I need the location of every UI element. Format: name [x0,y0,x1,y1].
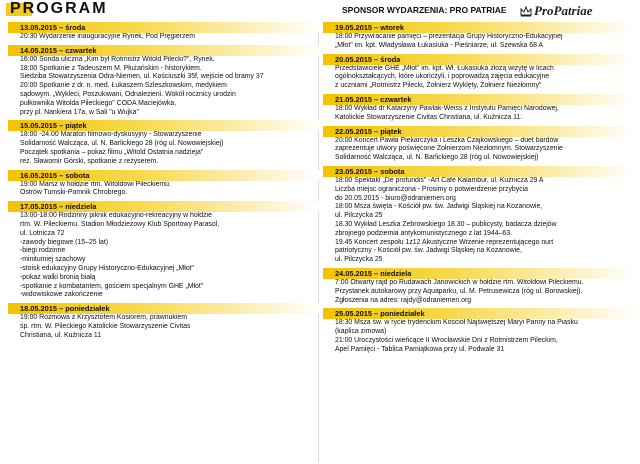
event-line: Katolickie Stowarzyszenie Civitas Christiana, ul. Kuźnicza 11. [335,113,523,121]
event-line: patriotyczny - Kościół pw. św. Jadwigi Śląskiej na Kozanowie, [335,247,522,255]
event-line: Siedziba Stowarzyszenia Odra-Niemen, ul. Kościuszki 35f, wejście od bramy 37 [20,73,264,81]
event-line: -widowiskowe zakończenie [20,291,103,299]
day-date-header: 13.05.2015 – środa [8,22,320,33]
day-date-header: 18.05.2015 – poniedziałek [8,303,320,314]
event-line: -biegi rodzinne [20,247,66,255]
event-line: przy pl. Nankiera 17a, w Sali "u Wujka" [20,108,139,116]
event-line: ogólnokształcących, które ukończyli, i poprowadzą zajęcia edukacyjne [335,73,550,81]
event-line: z uczniami „Rotmistrz Pilecki, Żołnierz Wyklęty, Żołnierz Niezłomny" [335,82,542,90]
event-line: Zgłoszenia na adres: rajdy@odraniemen.org [335,296,472,304]
header-bar [0,0,640,20]
day-block [8,120,320,166]
event-line: 18:00 Msza święta - Kościół pw. św. Jadwigi Śląskiej na Kozanowie, [335,203,543,211]
event-line: 19.45 Koncert zespołu 1z12 Akustyczne Wrzenie reprezentującego nurt [335,238,554,246]
event-line: „Młot" im. kpt. Władysława Łukasiuka - Pieśniarze, ul. Szewska 68 A [335,41,544,49]
day-block [323,268,635,305]
event-line: 20:00 Spotkanie z dr. n. med. Łukaszem Szleszkowskim, medykiem [20,82,227,90]
event-line: 18:30 Msza św. w rycie trydenckim Kościół Najświętszej Maryi Panny na Piasku [335,319,578,327]
day-date-header: 14.05.2015 – czwartek [8,45,320,56]
day-events [323,65,635,91]
event-line: śp. rtm. W. Pileckiego Katolickie Stowarzyszenie Civitas [20,322,191,330]
day-block [8,22,320,42]
day-events [323,33,635,51]
event-line: sądowym. „Wykleci, Poszukiwani, Odnalezieni. Wokół rocznicy urodzin [20,90,236,98]
event-line: 7:00 Otwarty rajd po Rudawach Janowickich w hołdzie rtm. Witoldowi Pileckiemu. [335,278,584,286]
day-block [8,45,320,118]
day-date-header: 19.05.2015 – wtorek [323,22,635,33]
day-block [323,166,635,265]
event-line: (kaplica zimowa) [335,328,387,336]
day-block [8,170,320,199]
day-date-header: 22.05.2015 – piątek [323,126,635,137]
day-events [8,56,320,118]
day-block [323,94,635,123]
day-block [8,303,320,340]
page-title: PROGRAM [10,0,108,17]
event-line: Solidarność Walcząca, ul. N. Barlickiego 28 (róg ul. Nowowiejskiej) [335,154,539,162]
day-events [8,314,320,340]
day-block [323,126,635,163]
event-line: Przedstawiciele GHE „Młot" im. kpt. Wł. Łukasiuka złożą wizytę w licach [335,64,554,72]
event-line: pułkownika Witolda Pileckiego" CODA Maciejówka, [20,99,177,107]
event-line: do 20.05.2015 - biuro@odraniemen.org [335,194,456,202]
day-block [323,54,635,91]
event-line: 18:00 -24.00 Maraton filmowo-dyskusyjny - Stowarzyszenie [20,131,202,139]
event-line: zbrojnego podziemia antykomunistycznego z lat 1944–63. [335,229,512,237]
event-line: zaprezentuje utwory poświęcone Żołnierzom Niezłomnym. Stowarzyszenie [335,145,563,153]
event-line: 20:30 Wydarzenie inauguracyjne Rynek, Pod Pręgierzem [20,33,195,40]
day-block [323,22,635,51]
day-events [323,177,635,265]
day-date-header: 25.05.2015 – poniedziałek [323,308,635,319]
event-line: 18:00 Przywracanie pamięci – prezentacja Grupy Historyczno-Edukacyjnej [335,33,563,40]
event-line: -stoisk edukacyjny Grupy Historyczno-Edukacyjnej „Młot" [20,264,195,272]
day-events [323,105,635,123]
event-line: 18:00 Spektakl „De profundis" -Art Café Kalambur, ul. Kuźnicza 29 A [335,176,544,184]
event-line: 21:00 Uroczystości wieńcące II Wrocławskie Dni z Rotmistrzem Pileckim, [335,336,558,344]
event-line: -zawody biegowe (15–25 lat) [20,238,109,246]
day-events [8,181,320,199]
event-line: -spotkanie z kombatantem, gościem specjalnym GHE „Młot" [20,282,204,290]
event-line: Apel Pamięci - Tablica Pamiątkowa przy ul. Podwale 31 [335,345,505,353]
event-line: Początek spotkania – pokaz filmu „Witold Ostatnia nadzieja" [20,148,204,156]
day-events [323,137,635,163]
event-line: 18:00 Wykład dr Katarzyny Pawlak-Weiss z Instytutu Pamięci Narodowej, [335,104,559,112]
day-date-header: 15.05.2015 – piątek [8,120,320,131]
pro-patriae-logo [520,2,593,20]
event-line: 18:00 Spotkanie z Tadeuszem M. Płużańskim - historykiem. [20,64,202,72]
event-line: rtm. W. Pileckiemu. Stadion Młodzieżowy Klub Sportowy Parasol, [20,220,220,228]
event-line: reż. Sławomir Górski, spotkanie z reżyserem. [20,157,159,165]
event-line: 13:00-18:00 Rodzinny piknik edukacyjno-rekreacyjny w hołdzie [20,212,212,220]
event-line: 19:00 Marsz w hołdzie rtm. Witoldowi Pileckiemu. [20,180,171,188]
event-line: ul. Pilczycka 25 [335,256,383,264]
event-line: ul. Lotnicza 72 [20,229,65,237]
event-line: Ostrów Tumski-Pomnik Chrobrego. [20,189,128,197]
day-date-header: 24.05.2015 – niedziela [323,268,635,279]
day-events [8,212,320,300]
day-events [8,33,320,42]
event-line: Przystanek autokarowy przy Aquaparku, ul. M. Petrusewicza (róg ul. Borowskiej). [335,287,583,295]
day-date-header: 16.05.2015 – sobota [8,170,320,181]
day-events [323,319,635,354]
event-line: Liczba miejsc ograniczona - Prosimy o potwierdzenie przybycia [335,185,529,193]
day-events [323,279,635,305]
sponsor-label: SPONSOR WYDARZENIA: PRO PATRIAE [342,5,507,15]
event-line: -minitumiej szachowy [20,256,86,264]
event-line: Christiana, ul. Kuźnicza 11 [20,331,102,339]
day-date-header: 17.05.2015 – niedziela [8,201,320,212]
event-line: -pokaz walki bronią białą [20,273,96,281]
day-date-header: 21.05.2015 – czwartek [323,94,635,105]
day-events [8,131,320,166]
day-block [323,308,635,354]
event-line: 19:00 Rozmowa z Krzysztofem Kosiorem, prawnukiem [20,314,187,322]
crown-icon [520,6,532,17]
event-line: ul. Pilczycka 25 [335,212,383,220]
event-line: 20:00 Koncert Pawła Piekarczyka i Leszka Czajkowskiego – duet bardów [335,136,559,144]
day-block [8,201,320,300]
logo-text: ProPatriae [534,3,593,18]
event-line: 16:00 Sonda uliczna „Kim był Rotmistrz Witold Pilecki?", Rynek. [20,55,215,63]
left-column [8,22,320,344]
event-line: Solidarność Walcząca, ul. N. Barlickiego 28 (róg ul. Nowowiejskiej) [20,140,224,148]
right-column [323,22,635,358]
event-line: 18.30 Wykład Leszka Żebrowskiego 18.30 – publicysty, badacza dziejów [335,220,557,228]
day-date-header: 20.05.2015 – środa [323,54,635,65]
day-date-header: 23.05.2015 – sobota [323,166,635,177]
